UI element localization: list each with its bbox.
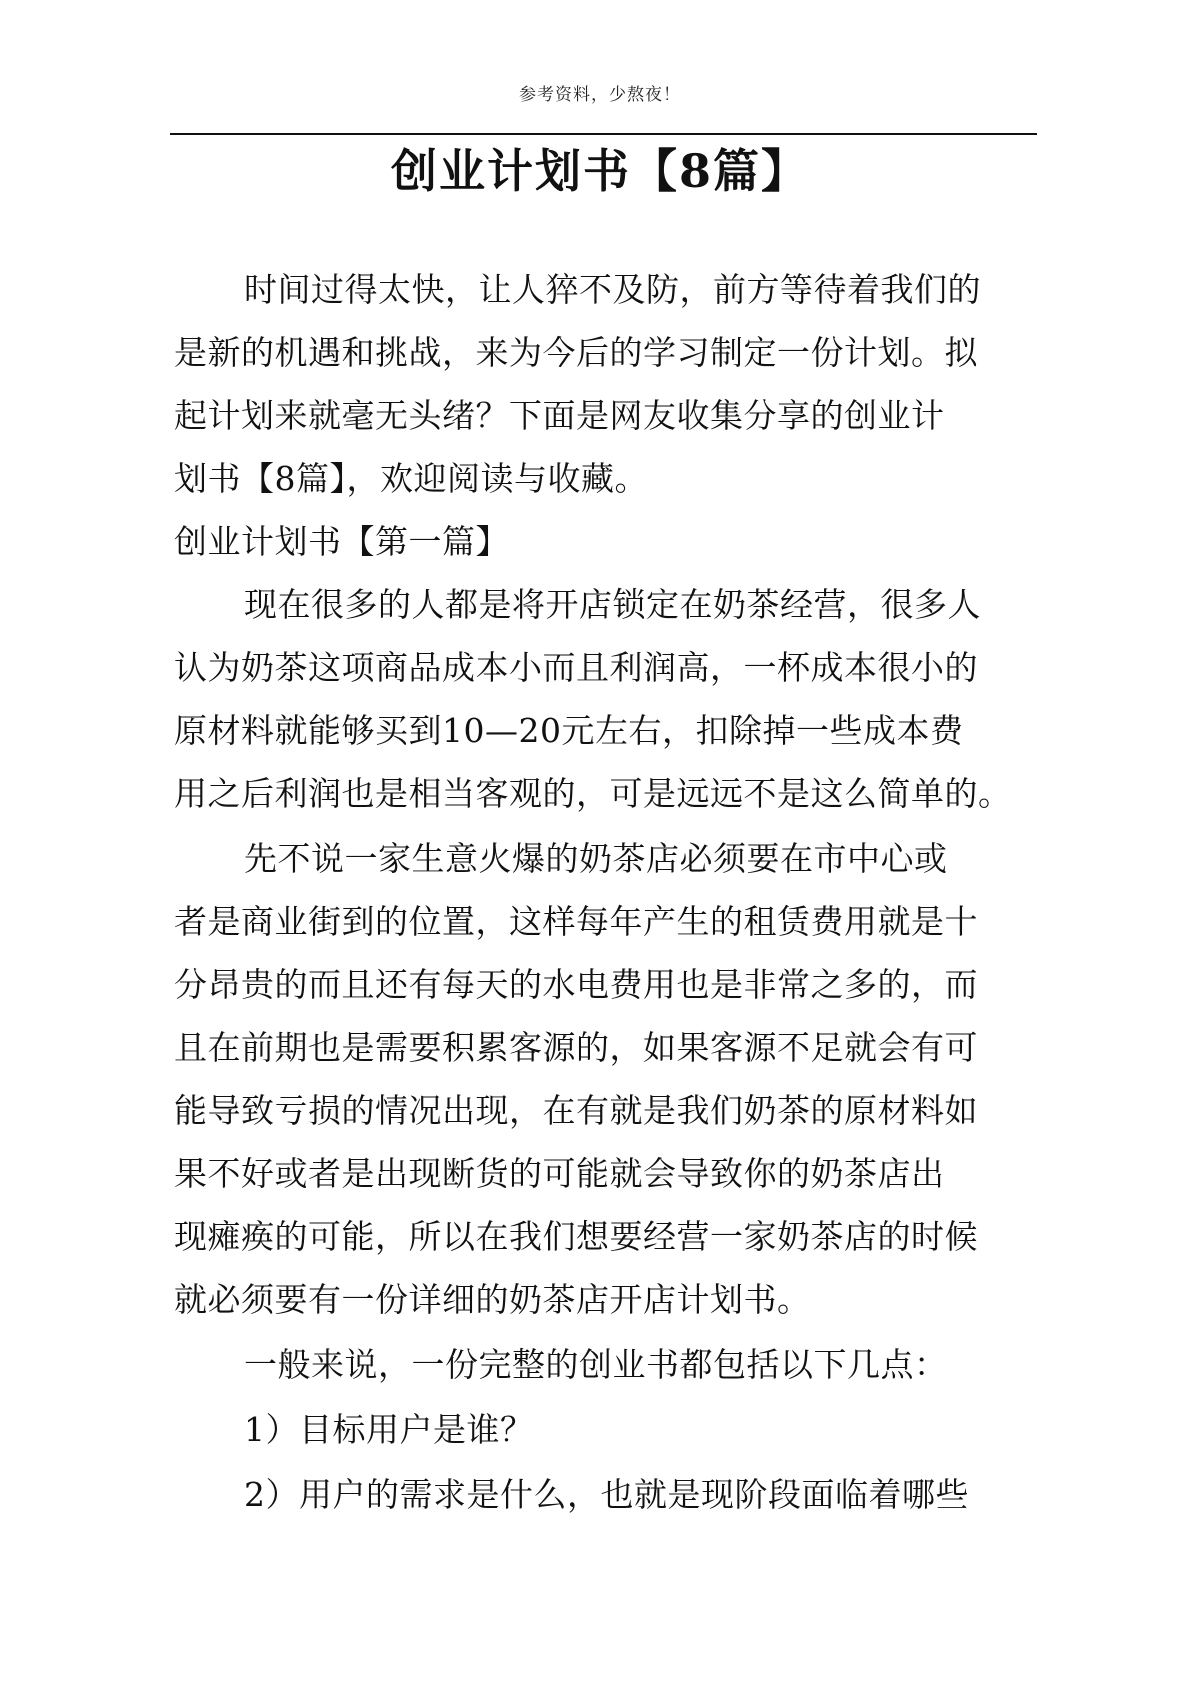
intro-line: 是新的机遇和挑战，来为今后的学习制定一份计划。拟 [174, 333, 978, 372]
document-body [174, 258, 1034, 1526]
header-note: 参考资料，少熬夜！ [519, 85, 681, 105]
list-item: 2）用户的需求是什么，也就是现阶段面临着哪些 [244, 1475, 969, 1514]
paragraph-1 [174, 573, 1034, 825]
numbered-list [174, 1398, 1034, 1526]
paragraph-line: 认为奶茶这项商品成本小而且利润高，一杯成本很小的 [174, 648, 978, 687]
paragraph-3: 一般来说，一份完整的创业书都包括以下几点： [244, 1345, 948, 1384]
document-title: 创业计划书【8篇】 [390, 144, 809, 198]
paragraph-line: 就必须要有一份详细的奶茶店开店计划书。 [174, 1280, 811, 1319]
paragraph-line: 且在前期也是需要积累客源的，如果客源不足就会有可 [174, 1028, 978, 1067]
header-divider [170, 133, 1037, 135]
paragraph-line: 原材料就能够买到10—20元左右，扣除掉一些成本费 [174, 711, 964, 750]
paragraph-line: 分昂贵的而且还有每天的水电费用也是非常之多的，而 [174, 965, 978, 1004]
paragraph-2 [174, 827, 1034, 1331]
list-item: 1）目标用户是谁？ [244, 1410, 534, 1449]
paragraph-line: 现瘫痪的可能，所以在我们想要经营一家奶茶店的时候 [174, 1217, 978, 1256]
intro-line: 起计划来就毫无头绪？下面是网友收集分享的创业计 [174, 396, 945, 435]
intro-line: 划书【8篇】，欢迎阅读与收藏。 [174, 459, 648, 498]
paragraph-line: 果不好或者是出现断货的可能就会导致你的奶茶店出 [174, 1154, 945, 1193]
intro-line: 时间过得太快，让人猝不及防，前方等待着我们的 [244, 270, 981, 309]
paragraph-line: 能导致亏损的情况出现，在有就是我们奶茶的原材料如 [174, 1091, 978, 1130]
intro-paragraph [174, 258, 1034, 510]
paragraph-line: 先不说一家生意火爆的奶茶店必须要在市中心或 [244, 839, 948, 878]
section-heading: 创业计划书【第一篇】 [174, 522, 509, 561]
paragraph-line: 现在很多的人都是将开店锁定在奶茶经营，很多人 [244, 585, 981, 624]
paragraph-line: 者是商业街到的位置，这样每年产生的租赁费用就是十 [174, 902, 978, 941]
paragraph-line: 用之后利润也是相当客观的，可是远远不是这么简单的。 [174, 774, 1012, 813]
